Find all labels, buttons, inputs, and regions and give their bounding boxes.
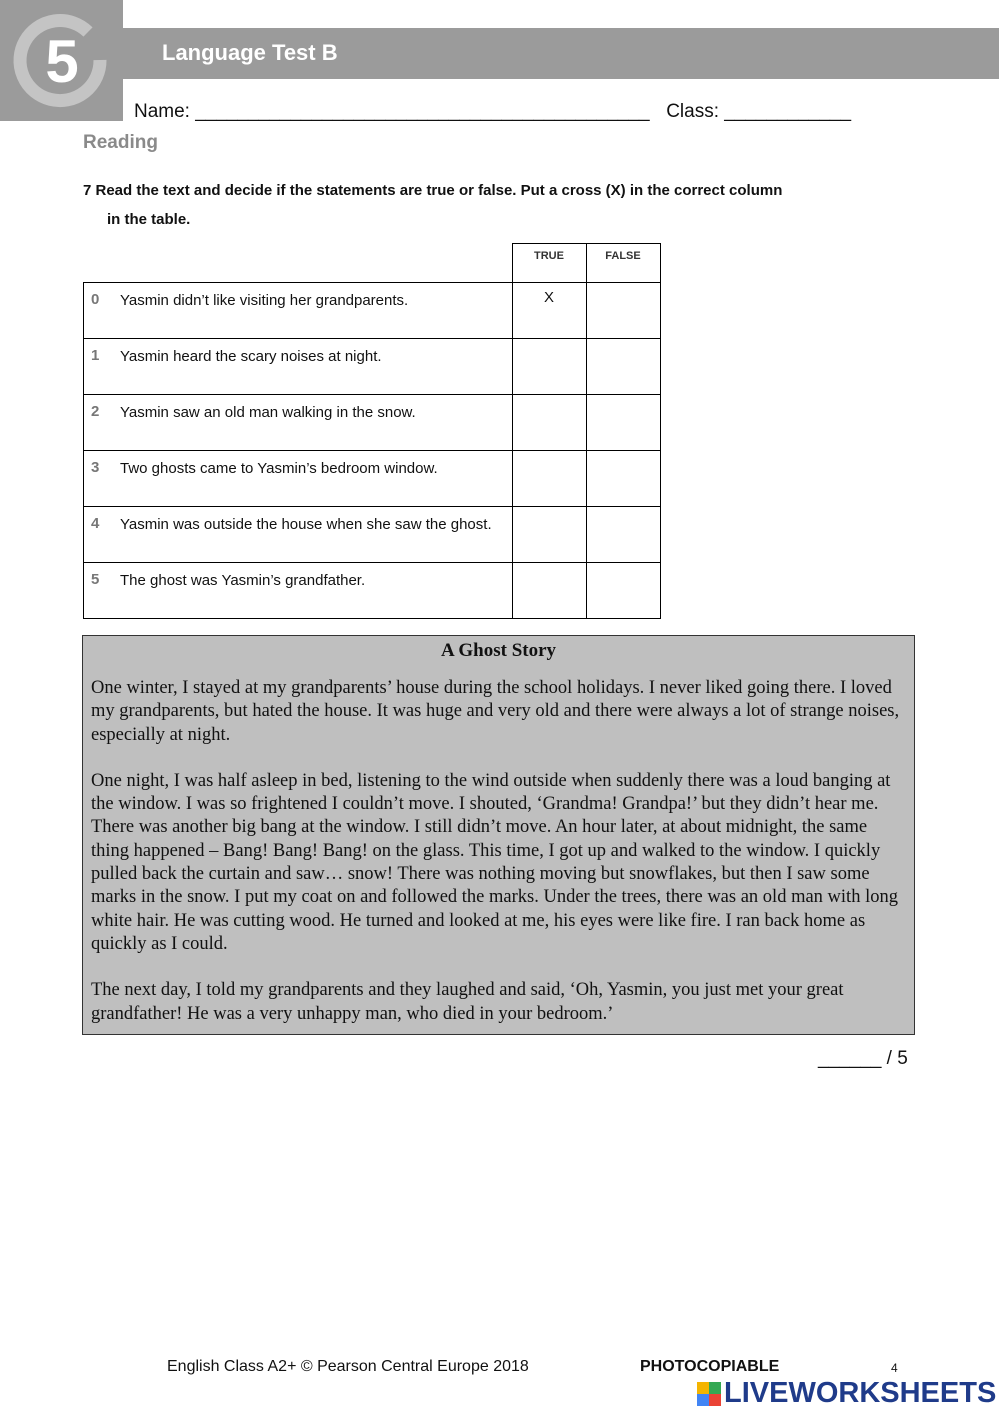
class-field[interactable]: Class: ____________ <box>666 101 852 122</box>
table-row <box>84 451 661 507</box>
story-title: A Ghost Story <box>440 640 557 661</box>
statement: Yasmin was outside the house when she saw the ghost. <box>120 516 492 533</box>
table-row <box>84 339 661 395</box>
brand-name: LIVEWORKSHEETS <box>724 1377 997 1409</box>
row-number: 2 <box>91 403 100 420</box>
false-cell[interactable] <box>586 339 660 395</box>
story-paragraph-3: The next day, I told my grandparents and they laughed and said, ‘Oh, Yasmin, you just met your great grandfather! He was a very unhappy man, who died in your bedroom.’ <box>91 980 844 1024</box>
true-cell[interactable] <box>512 451 586 507</box>
table-row <box>84 563 661 619</box>
page-title: Language Test B <box>162 40 338 65</box>
footer-photocopiable: PHOTOCOPIABLE <box>640 1358 780 1375</box>
false-cell[interactable] <box>586 451 660 507</box>
statement: Two ghosts came to Yasmin’s bedroom window. <box>120 460 438 477</box>
instructions <box>83 176 782 234</box>
table-row <box>84 283 661 339</box>
statement: Yasmin saw an old man walking in the snow. <box>120 404 416 421</box>
story-paragraph-1: One winter, I stayed at my grandparents’ house during the school holidays. I never liked going there. I loved my grandparents, but hated the house. It was huge and very old and there were always a lot of strange noises, especially at night. <box>91 678 900 745</box>
header-bar <box>123 28 999 79</box>
statement: Yasmin heard the scary noises at night. <box>120 348 382 365</box>
unit-ring-icon <box>0 0 123 121</box>
name-field[interactable]: Name: ___________________________________________ <box>134 101 650 122</box>
true-cell[interactable] <box>512 563 586 619</box>
footer-copyright: English Class A2+ © Pearson Central Europe 2018 <box>167 1358 529 1375</box>
story-paragraph-2: One night, I was half asleep in bed, listening to the wind outside when suddenly there was a loud banging at the window. I was so frightened I couldn’t move. I shouted, ‘Grandma! Grandpa!’ but they didn’t hear me. There was another big bang at the window. I still didn’t move. An hour later, at about midnight, the same thing happened – Bang! Bang! Bang! on the glass. This time, I got up and walked to the window. I quickly pulled back the curtain and saw… snow! There was nothing moving but snowflakes, but then I saw some marks in the snow. I put my coat on and followed the marks. Under the trees, there was an old man with long white hair. He was cutting wood. He turned and looked at me, his eyes were like fire. I ran back home as quickly as I could. <box>91 770 898 954</box>
true-cell[interactable]: X <box>512 283 586 339</box>
story-box <box>82 635 915 1035</box>
false-cell[interactable] <box>586 283 660 339</box>
instruction-line-2: in the table. <box>107 211 191 228</box>
column-header-false: FALSE <box>586 244 660 283</box>
table-row <box>84 507 661 563</box>
true-cell[interactable] <box>512 507 586 563</box>
statement: The ghost was Yasmin’s grandfather. <box>120 572 366 589</box>
row-number: 0 <box>91 291 100 308</box>
liveworksheets-icon <box>697 1382 721 1406</box>
score-field[interactable]: ______ / 5 <box>818 1048 908 1069</box>
row-number: 1 <box>91 347 100 364</box>
column-header-true: TRUE <box>512 244 586 283</box>
true-false-table <box>83 243 661 619</box>
unit-number: 5 <box>45 28 79 95</box>
false-cell[interactable] <box>586 507 660 563</box>
statement: Yasmin didn’t like visiting her grandparents. <box>120 292 409 309</box>
true-cell[interactable] <box>512 395 586 451</box>
student-info <box>134 101 851 123</box>
table-row <box>84 395 661 451</box>
row-number: 5 <box>91 571 100 588</box>
row-number: 3 <box>91 459 100 476</box>
unit-badge <box>0 0 123 121</box>
page-number: 4 <box>891 1361 898 1375</box>
true-cell[interactable] <box>512 339 586 395</box>
section-title: Reading <box>83 132 158 153</box>
liveworksheets-logo[interactable] <box>697 1377 996 1410</box>
false-cell[interactable] <box>586 395 660 451</box>
instruction-line-1: 7 Read the text and decide if the statements are true or false. Put a cross (X) in the correct column <box>83 182 783 199</box>
row-number: 4 <box>91 515 100 532</box>
false-cell[interactable] <box>586 563 660 619</box>
